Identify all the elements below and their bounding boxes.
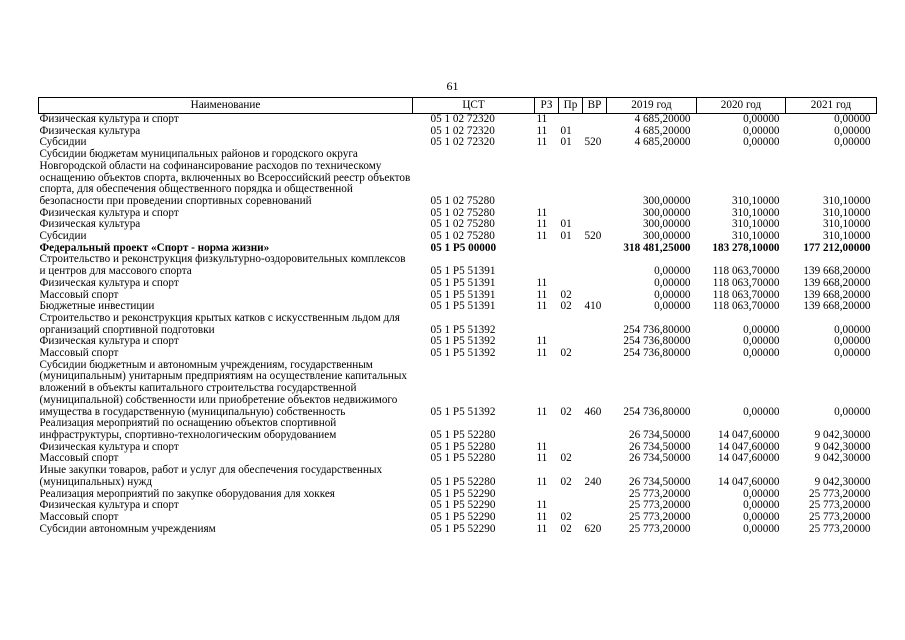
- row-vr: [583, 348, 607, 360]
- row-value-2021: 25 773,20000: [808, 522, 871, 535]
- row-rz: [535, 313, 559, 336]
- row-name: Физическая культура и спорт: [39, 499, 179, 512]
- row-cst: 05 1 02 72320: [430, 136, 495, 149]
- row-cst: 05 1 P5 52290: [430, 510, 496, 523]
- table-row: [39, 360, 877, 419]
- row-value-2021: 310,10000: [822, 194, 871, 207]
- row-value-2020: 0,00000: [743, 510, 780, 523]
- page-number: 61: [446, 79, 459, 93]
- row-name: Субсидии: [39, 230, 87, 243]
- row-vr: [583, 453, 607, 465]
- row-value-2021: 0,00000: [834, 323, 871, 336]
- table-row: [39, 231, 877, 243]
- row-vr: [583, 254, 607, 277]
- row-pr: [559, 254, 583, 277]
- row-rz: 11: [536, 335, 548, 348]
- row-name: Физическая культура: [39, 218, 141, 231]
- row-value-2020: 118 063,70000: [712, 300, 780, 313]
- row-rz: 11: [536, 276, 548, 289]
- row-value-2020: 310,10000: [731, 206, 780, 219]
- row-value-2021: 139 668,20000: [803, 288, 871, 301]
- row-rz: 11: [536, 218, 548, 231]
- row-value-2019: 318 481,25000: [623, 241, 691, 254]
- row-vr: [583, 418, 607, 441]
- row-rz: 11: [536, 124, 548, 137]
- row-cst: 05 1 P5 51392: [430, 405, 496, 418]
- row-vr: 520: [584, 230, 602, 243]
- row-value-2021: 9 042,30000: [814, 452, 871, 465]
- row-value-2021: 25 773,20000: [808, 487, 871, 500]
- row-vr: [583, 489, 607, 501]
- row-rz: 11: [536, 405, 548, 418]
- row-pr: [559, 243, 583, 255]
- row-value-2019: 25 773,20000: [628, 510, 691, 523]
- header-name: Наименование: [39, 98, 413, 114]
- row-value-2020: 0,00000: [743, 335, 780, 348]
- row-name: Строительство и реконструкция крытых катков с искусственным льдом для организаций спортивной подготовки: [39, 311, 400, 336]
- row-cst: 05 1 02 75280: [430, 206, 495, 219]
- row-rz: 11: [536, 136, 548, 149]
- table-row: [39, 465, 877, 488]
- row-pr: 02: [560, 300, 572, 313]
- row-value-2021: 0,00000: [834, 124, 871, 137]
- row-rz: 11: [536, 452, 548, 465]
- row-cst: 05 1 02 75280: [430, 218, 495, 231]
- row-name: Иные закупки товаров, работ и услуг для обеспечения государственных (муниципальных) нужд: [39, 464, 383, 488]
- row-pr: 02: [560, 475, 572, 488]
- header-cst: ЦСТ: [413, 98, 535, 114]
- row-cst: 05 1 P5 52290: [430, 522, 496, 535]
- row-vr: [583, 442, 607, 454]
- table-row: [39, 149, 877, 208]
- row-value-2019: 0,00000: [654, 265, 691, 278]
- row-vr: [583, 278, 607, 290]
- row-pr: [559, 489, 583, 501]
- row-value-2021: 139 668,20000: [803, 265, 871, 278]
- budget-table: [38, 97, 877, 535]
- row-name: Физическая культура и спорт: [39, 440, 179, 453]
- row-rz: 11: [536, 288, 548, 301]
- header-pr: Пр: [559, 98, 583, 114]
- row-value-2021: 139 668,20000: [803, 300, 871, 313]
- row-value-2020: 0,00000: [743, 136, 780, 149]
- row-cst: 05 1 P5 51392: [430, 335, 496, 348]
- row-value-2021: 0,00000: [834, 136, 871, 149]
- row-value-2020: 183 278,10000: [712, 241, 780, 254]
- row-cst: 05 1 P5 52280: [430, 475, 496, 488]
- row-value-2021: 0,00000: [834, 335, 871, 348]
- row-name: Реализация мероприятий по закупке оборудования для хоккея: [39, 487, 335, 500]
- row-value-2021: 0,00000: [834, 113, 871, 125]
- row-cst: 05 1 P5 52290: [430, 499, 496, 512]
- row-pr: 02: [560, 405, 572, 418]
- table-row: [39, 512, 877, 524]
- row-value-2020: 310,10000: [731, 194, 780, 207]
- row-value-2020: 0,00000: [743, 499, 780, 512]
- row-value-2019: 26 734,50000: [628, 452, 691, 465]
- row-value-2020: 14 047,60000: [717, 428, 780, 441]
- row-value-2020: 0,00000: [743, 405, 780, 418]
- row-vr: 620: [584, 522, 602, 535]
- row-value-2021: 177 212,00000: [803, 241, 871, 254]
- row-value-2019: 300,00000: [642, 218, 691, 231]
- row-name: Физическая культура: [39, 124, 141, 137]
- row-value-2021: 0,00000: [834, 405, 871, 418]
- row-name: Субсидии: [39, 136, 87, 149]
- row-rz: [535, 418, 559, 441]
- header-2019: 2019 год: [607, 98, 697, 114]
- row-rz: 11: [536, 440, 548, 453]
- row-name: Субсидии автономным учреждениям: [39, 522, 216, 535]
- row-value-2021: 310,10000: [822, 230, 871, 243]
- row-name: Строительство и реконструкция физкультурно-оздоровительных комплексов и центров для массового спорта: [39, 253, 406, 278]
- row-value-2021: 9 042,30000: [814, 440, 871, 453]
- row-name: Массовый спорт: [39, 347, 119, 360]
- row-pr: [559, 418, 583, 441]
- row-value-2019: 26 734,50000: [628, 475, 691, 488]
- row-cst: 05 1 P5 52280: [430, 452, 496, 465]
- row-cst: 05 1 P5 51391: [430, 276, 496, 289]
- header-rz: РЗ: [535, 98, 559, 114]
- row-vr: [583, 149, 607, 208]
- row-value-2019: 254 736,80000: [623, 405, 691, 418]
- row-cst: 05 1 P5 51391: [430, 265, 496, 278]
- row-cst: 05 1 P5 51391: [430, 300, 496, 313]
- row-value-2019: 254 736,80000: [623, 323, 691, 336]
- row-name: Бюджетные инвестиции: [39, 300, 155, 313]
- row-value-2021: 139 668,20000: [803, 276, 871, 289]
- row-pr: 02: [560, 522, 572, 535]
- row-rz: 11: [536, 522, 548, 535]
- row-vr: [583, 336, 607, 348]
- row-value-2019: 25 773,20000: [628, 499, 691, 512]
- row-value-2020: 14 047,60000: [717, 440, 780, 453]
- row-value-2019: 4 685,20000: [634, 124, 691, 137]
- row-name: Реализация мероприятий по оснащению объектов спортивной инфраструктуры, спортивно-технологическим оборудованием: [39, 417, 337, 441]
- row-value-2019: 26 734,50000: [628, 428, 691, 441]
- row-rz: 11: [536, 499, 548, 512]
- row-value-2019: 300,00000: [642, 194, 691, 207]
- row-value-2019: 26 734,50000: [628, 440, 691, 453]
- row-value-2020: 118 063,70000: [712, 265, 780, 278]
- row-vr: 240: [584, 475, 602, 488]
- row-vr: [583, 208, 607, 220]
- row-pr: 02: [560, 347, 572, 360]
- row-cst: 05 1 P5 52290: [430, 487, 496, 500]
- table-row: [39, 313, 877, 336]
- row-pr: [559, 114, 583, 126]
- row-cst: 05 1 02 75280: [430, 230, 495, 243]
- row-rz: 11: [536, 510, 548, 523]
- row-cst: 05 1 02 75280: [430, 194, 495, 207]
- row-value-2021: 9 042,30000: [814, 428, 871, 441]
- header-2020: 2020 год: [697, 98, 786, 114]
- row-name: Федеральный проект «Спорт - норма жизни»: [39, 241, 270, 254]
- row-pr: [559, 278, 583, 290]
- row-value-2020: 0,00000: [743, 113, 780, 125]
- row-pr: 02: [560, 288, 572, 301]
- row-pr: 01: [560, 124, 572, 137]
- row-value-2021: 9 042,30000: [814, 475, 871, 488]
- row-cst: 05 1 P5 51391: [430, 288, 496, 301]
- row-rz: 11: [536, 113, 548, 125]
- row-rz: [535, 254, 559, 277]
- table-body: [39, 114, 877, 536]
- row-rz: 11: [536, 206, 548, 219]
- row-vr: 410: [584, 300, 602, 313]
- row-cst: 05 1 P5 51392: [430, 323, 496, 336]
- header-vr: ВР: [583, 98, 607, 114]
- row-pr: [559, 313, 583, 336]
- header-2021: 2021 год: [786, 98, 877, 114]
- row-value-2019: 0,00000: [654, 276, 691, 289]
- row-name: Массовый спорт: [39, 510, 119, 523]
- row-cst: 05 1 02 72320: [430, 113, 495, 125]
- row-vr: 460: [584, 405, 602, 418]
- row-vr: [583, 313, 607, 336]
- row-cst: 05 1 P5 51392: [430, 347, 496, 360]
- row-pr: [559, 149, 583, 208]
- row-value-2020: 310,10000: [731, 218, 780, 231]
- row-value-2019: 25 773,20000: [628, 487, 691, 500]
- row-value-2019: 300,00000: [642, 206, 691, 219]
- row-pr: 01: [560, 230, 572, 243]
- row-value-2019: 300,00000: [642, 230, 691, 243]
- row-value-2020: 310,10000: [731, 230, 780, 243]
- row-name: Физическая культура и спорт: [39, 113, 179, 125]
- row-value-2021: 310,10000: [822, 206, 871, 219]
- row-value-2021: 25 773,20000: [808, 510, 871, 523]
- row-name: Физическая культура и спорт: [39, 335, 179, 348]
- row-name: Субсидии бюджетным и автономным учреждениям, государственным (муниципальным) унитарным предприятиям на осуществление капитальных вложений в объекты капитального строительства государственной (муниципальной) собственности или приобретение объектов недвижимого имущества в государственную (муниципальную) собственность: [39, 358, 408, 418]
- table-row: [39, 278, 877, 290]
- table-row: [39, 524, 877, 536]
- row-value-2019: 0,00000: [654, 288, 691, 301]
- row-cst: 05 1 02 72320: [430, 124, 495, 137]
- row-value-2020: 14 047,60000: [717, 475, 780, 488]
- row-rz: [535, 243, 559, 255]
- row-name: Физическая культура и спорт: [39, 206, 179, 219]
- row-cst: 05 1 P5 00000: [430, 241, 497, 254]
- table-row: [39, 114, 877, 126]
- row-value-2020: 0,00000: [743, 347, 780, 360]
- table-row: [39, 348, 877, 360]
- row-value-2020: 118 063,70000: [712, 276, 780, 289]
- row-value-2020: 0,00000: [743, 124, 780, 137]
- row-value-2021: 25 773,20000: [808, 499, 871, 512]
- table-row: [39, 418, 877, 441]
- row-value-2019: 25 773,20000: [628, 522, 691, 535]
- row-pr: 01: [560, 136, 572, 149]
- row-vr: [583, 243, 607, 255]
- row-name: Массовый спорт: [39, 288, 119, 301]
- row-value-2019: 254 736,80000: [623, 347, 691, 360]
- row-value-2019: 4 685,20000: [634, 136, 691, 149]
- row-value-2020: 0,00000: [743, 487, 780, 500]
- table-row: [39, 254, 877, 277]
- row-value-2019: 0,00000: [654, 300, 691, 313]
- row-value-2020: 14 047,60000: [717, 452, 780, 465]
- row-value-2020: 0,00000: [743, 323, 780, 336]
- row-rz: [535, 149, 559, 208]
- row-name: Массовый спорт: [39, 452, 119, 465]
- row-value-2019: 4 685,20000: [634, 113, 691, 125]
- row-vr: [583, 114, 607, 126]
- row-pr: 01: [560, 218, 572, 231]
- row-cst: 05 1 P5 52280: [430, 440, 496, 453]
- row-rz: 11: [536, 475, 548, 488]
- row-name: Субсидии бюджетам муниципальных районов и городского округа Новгородской области на софинансирование расходов по техническому оснащению объектов спорта, включенных во Всероссийский реестр объектов спорта, для обеспечения общественного порядка и общественной безопасности при проведении спортивных соревнований: [39, 148, 411, 207]
- row-value-2021: 0,00000: [834, 347, 871, 360]
- row-value-2020: 118 063,70000: [712, 288, 780, 301]
- table-header-row: [39, 98, 877, 114]
- row-vr: [583, 500, 607, 512]
- row-pr: 02: [560, 510, 572, 523]
- row-vr: [583, 512, 607, 524]
- row-rz: 11: [536, 230, 548, 243]
- row-value-2019: 254 736,80000: [623, 335, 691, 348]
- row-vr: 520: [584, 136, 602, 149]
- row-value-2021: 310,10000: [822, 218, 871, 231]
- row-rz: 11: [536, 347, 548, 360]
- row-rz: 11: [536, 300, 548, 313]
- row-pr: 02: [560, 452, 572, 465]
- row-cst: 05 1 P5 52280: [430, 428, 496, 441]
- row-name: Физическая культура и спорт: [39, 276, 179, 289]
- row-value-2020: 0,00000: [743, 522, 780, 535]
